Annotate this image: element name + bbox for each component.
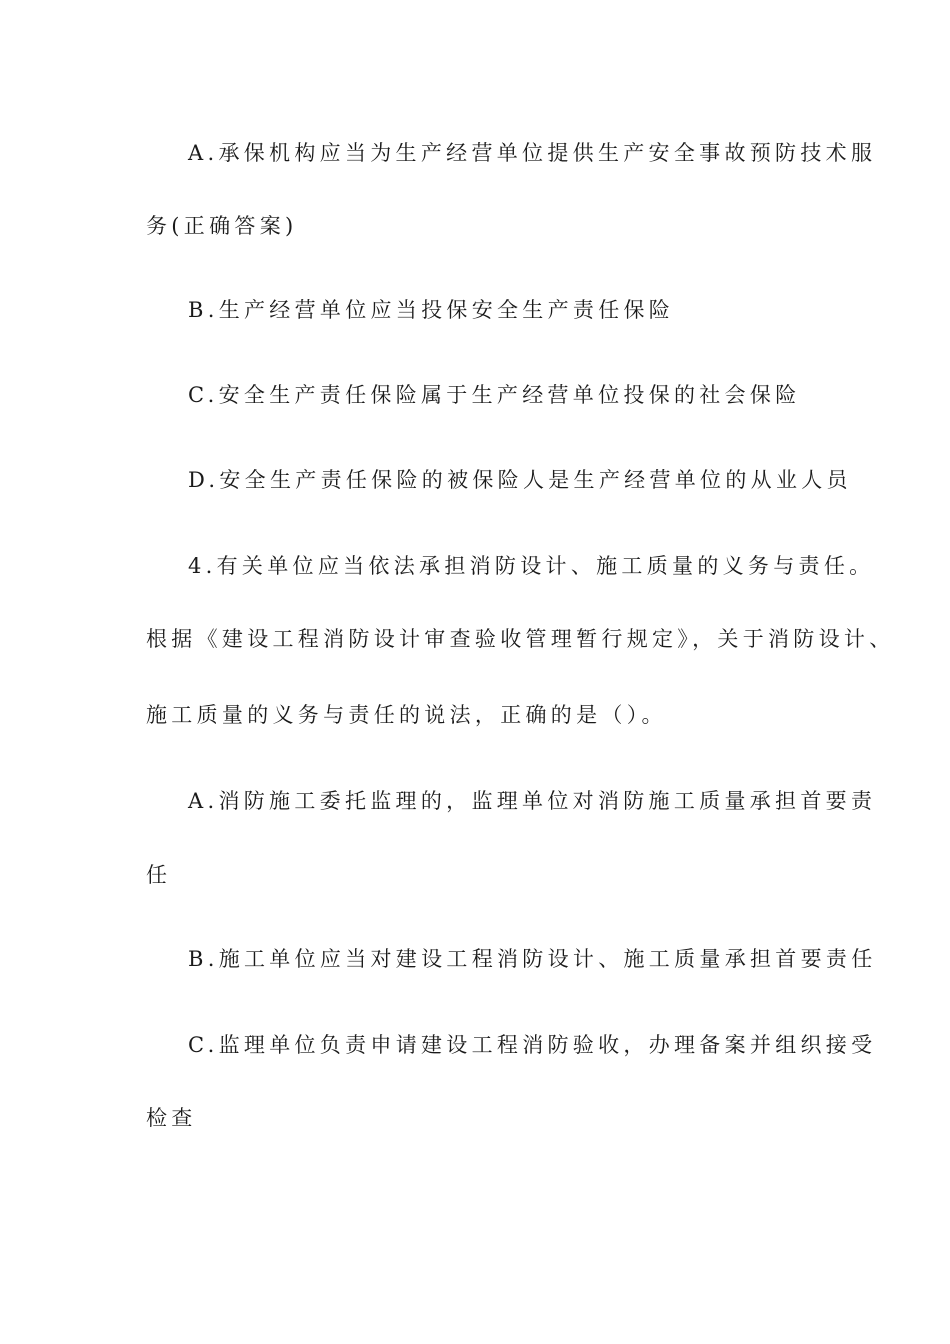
option-b-text: B.生产经营单位应当投保安全生产责任保险: [188, 298, 675, 322]
option-c-text: C.安全生产责任保险属于生产经营单位投保的社会保险: [188, 383, 801, 407]
option-a-line-2: 务(正确答案): [146, 214, 298, 238]
q4-option-a-line-1: A.消防施工委托监理的，监理单位对消防施工质量承担首要责: [188, 789, 877, 813]
q4-option-b-text: B.施工单位应当对建设工程消防设计、施工质量承担首要责任: [188, 947, 877, 971]
q4-option-c-line-1: C.监理单位负责申请建设工程消防验收，办理备案并组织接受: [188, 1033, 877, 1057]
q4-option-c-line-2: 检查: [146, 1106, 197, 1130]
question-4-line-3: 施工质量的义务与责任的说法，正确的是（）。: [146, 703, 667, 727]
q4-option-a-line-2: 任: [146, 863, 172, 887]
option-a-line-1: A.承保机构应当为生产经营单位提供生产安全事故预防技术服: [188, 141, 877, 165]
question-4-line-2: 根据《建设工程消防设计审查验收管理暂行规定》，关于消防设计、: [146, 627, 895, 651]
question-4-line-1: 4.有关单位应当依法承担消防设计、施工质量的义务与责任。: [188, 554, 875, 578]
option-d-text: D.安全生产责任保险的被保险人是生产经营单位的从业人员: [188, 468, 852, 492]
